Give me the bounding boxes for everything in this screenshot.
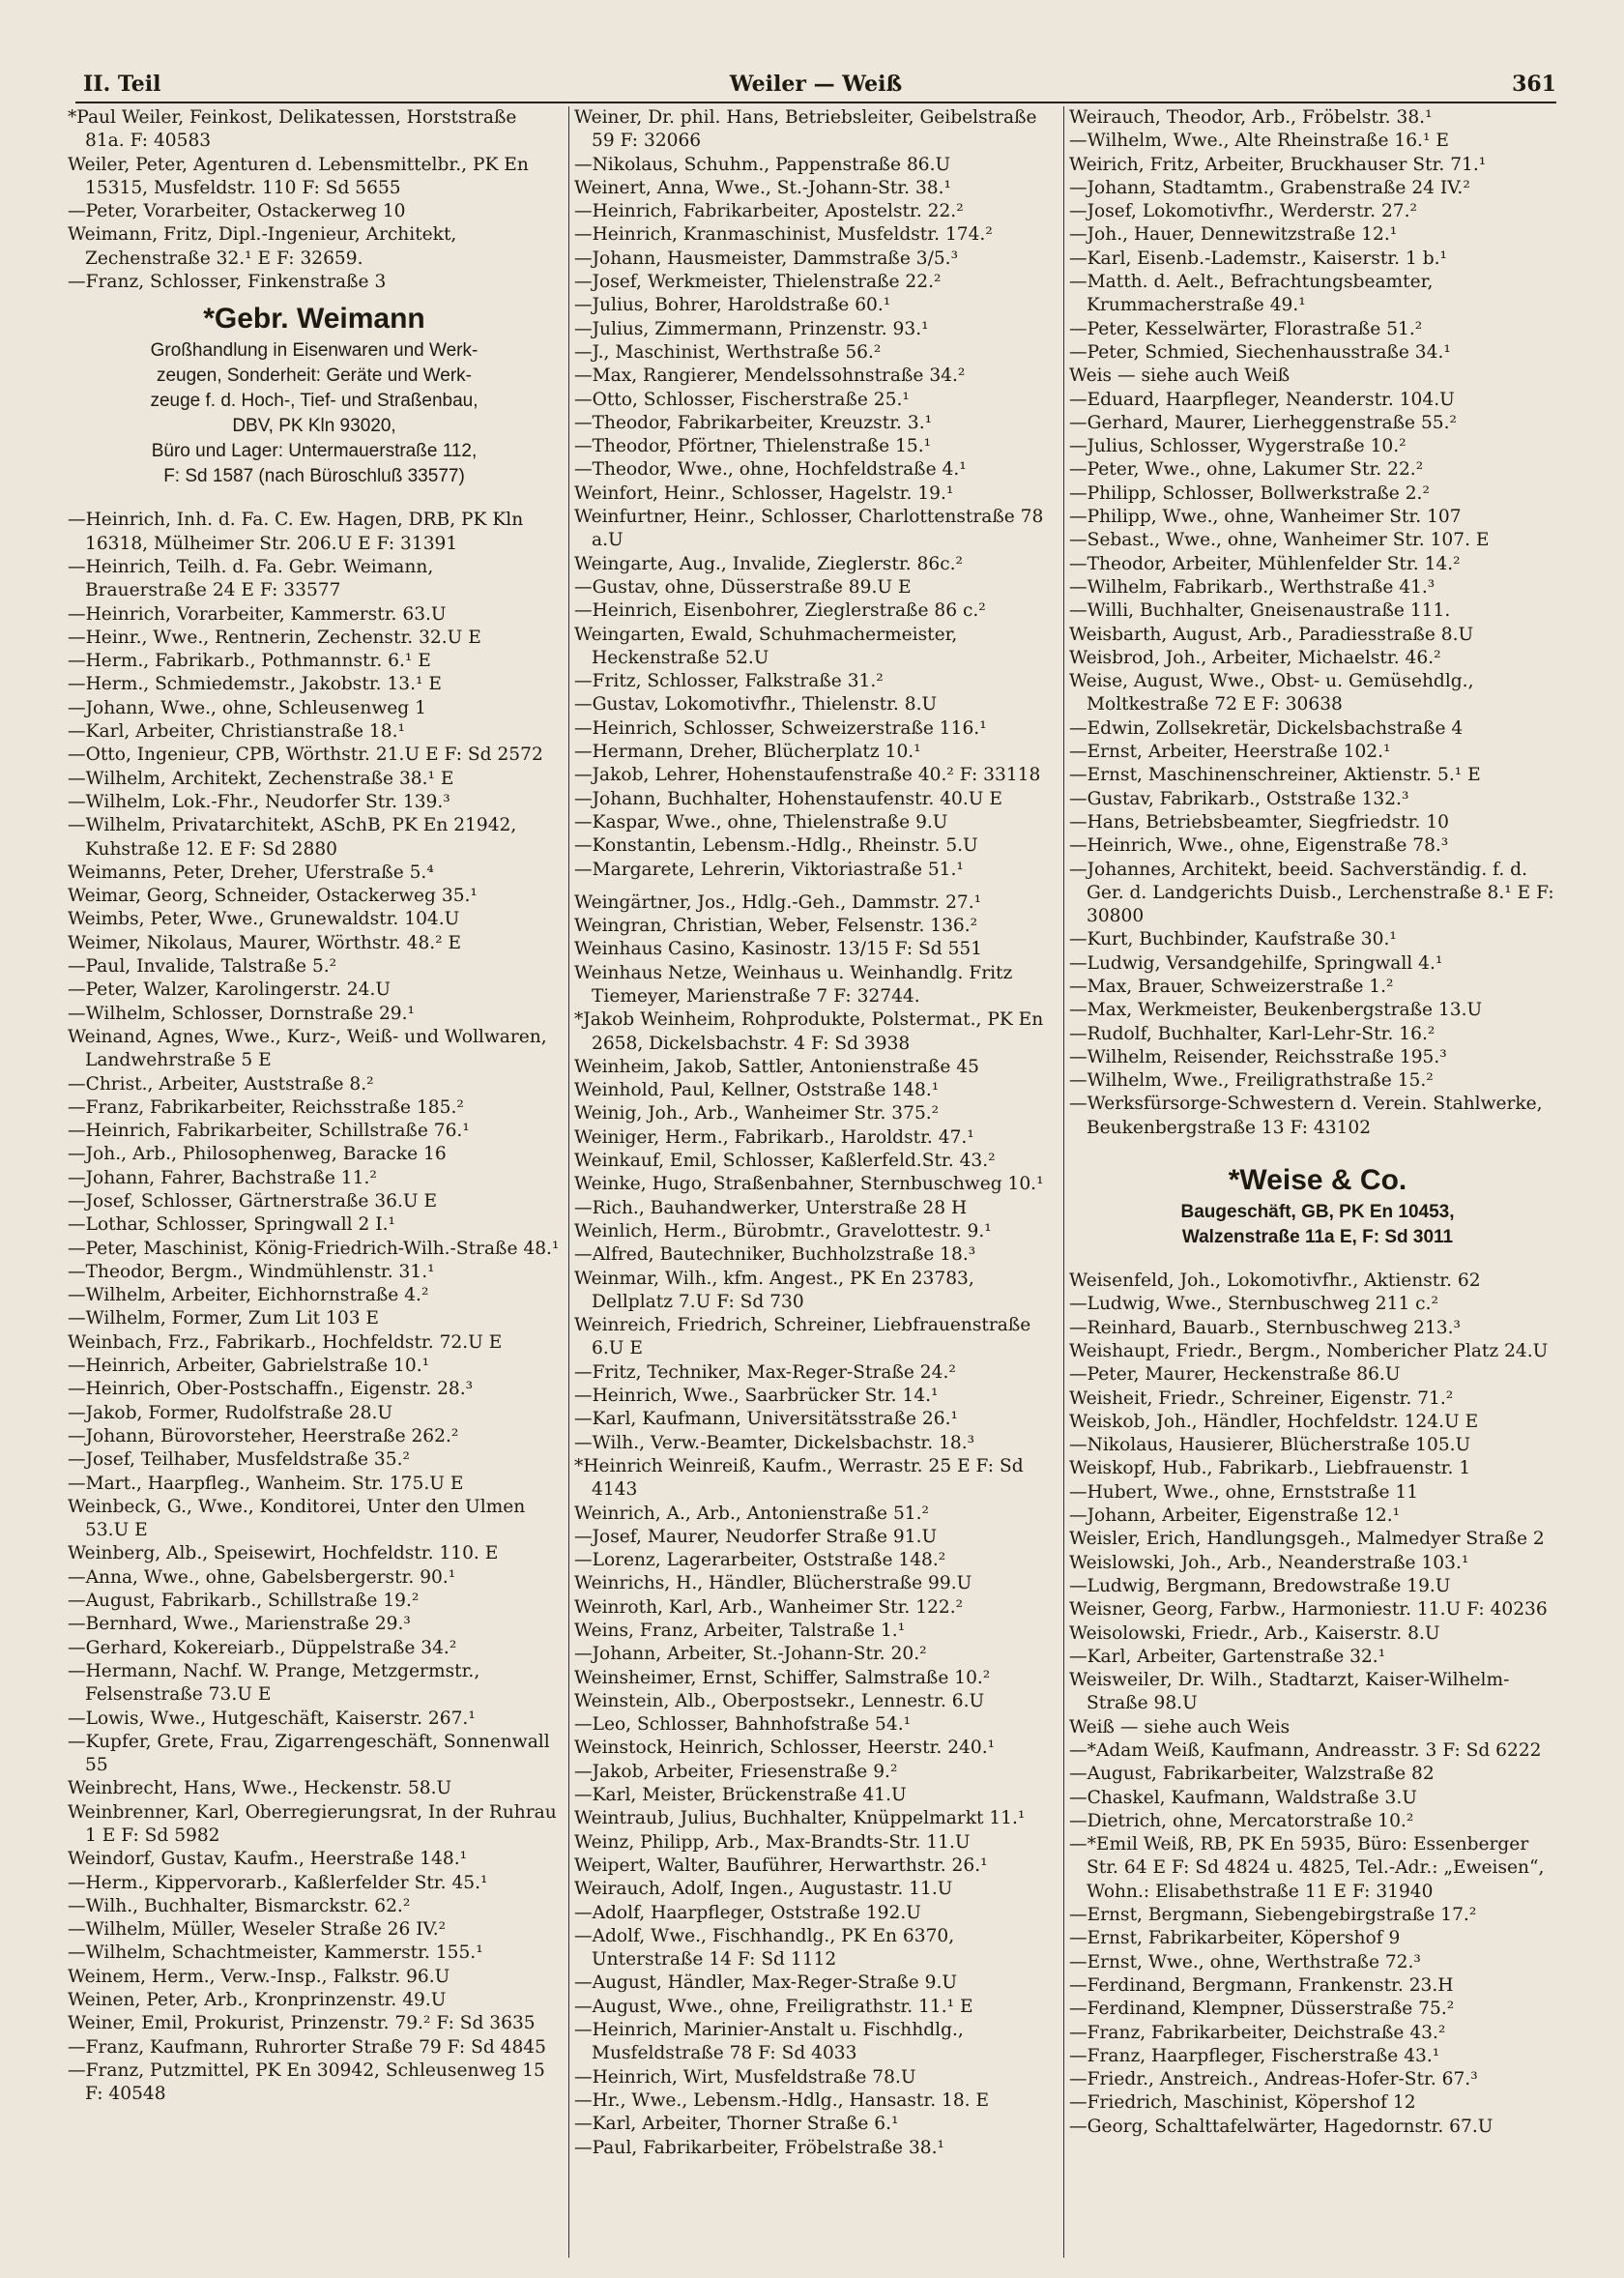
directory-entry: —Wilhelm, Schachtmeister, Kammerstr. 155.¹ <box>68 1942 483 1964</box>
directory-entry: —Nikolaus, Schuhm., Pappenstraße 86.U <box>574 154 951 175</box>
directory-entry: Weinert, Anna, Wwe., St.-Johann-Str. 38.¹ <box>574 177 951 198</box>
directory-entry: Weisweiler, Dr. Wilh., Stadtarzt, Kaiser-Wilhelm-Straße 98.U <box>1069 1670 1510 1714</box>
firm-name: *Gebr. Weimann <box>203 303 425 336</box>
directory-entry: —Heinrich, Marinier-Anstalt u. Fischhdlg., Musfeldstraße 78 F: Sd 4033 <box>574 2020 964 2064</box>
directory-entry: Weinbeck, G., Wwe., Konditorei, Unter den Ulmen 53.U E <box>68 1496 526 1541</box>
directory-entry: Weinke, Hugo, Straßenbahner, Sternbuschweg 10.¹ <box>574 1174 1044 1195</box>
directory-entry: —Heinrich, Inh. d. Fa. C. Ew. Hagen, DRB, PK Kln 16318, Mülheimer Str. 206.U E F: 31391 <box>68 510 524 554</box>
directory-entry: Weirich, Fritz, Arbeiter, Bruckhauser Str. 71.¹ <box>1069 154 1487 175</box>
directory-entry: —Johann, Hausmeister, Dammstraße 3/5.³ <box>574 248 959 269</box>
directory-entry: Weinhold, Paul, Kellner, Oststraße 148.¹ <box>574 1080 940 1101</box>
directory-entry: —Heinrich, Wwe., ohne, Eigenstraße 78.³ <box>1069 835 1449 857</box>
directory-entry: —Josef, Schlosser, Gärtnerstraße 36.U E <box>68 1190 438 1212</box>
directory-entry: Weirauch, Theodor, Arb., Fröbelstr. 38.¹ <box>1069 107 1433 128</box>
directory-entry: Weiskopf, Hub., Fabrikarb., Liebfrauenstr. 1 <box>1069 1458 1471 1479</box>
directory-entry: Weinbrecht, Hans, Wwe., Heckenstr. 58.U <box>68 1778 452 1799</box>
directory-entry: —Rudolf, Buchhalter, Karl-Lehr-Str. 16.² <box>1069 1023 1436 1044</box>
directory-entry: Weishaupt, Friedr., Bergm., Nombericher Platz 24.U <box>1069 1340 1549 1361</box>
directory-entry: —Ernst, Maschinenschreiner, Aktienstr. 5.¹ E <box>1069 765 1481 786</box>
directory-entry: —Christ., Arbeiter, Auststraße 8.² <box>68 1073 374 1095</box>
directory-entry: Weislowski, Joh., Arb., Neanderstraße 103.¹ <box>1069 1552 1469 1573</box>
directory-entry: —Johann, Stadtamtm., Grabenstraße 24 IV.² <box>1069 177 1470 198</box>
directory-entry: —Johann, Wwe., ohne, Schleusenweg 1 <box>68 697 426 718</box>
directory-entry: —Jakob, Lehrer, Hohenstaufenstraße 40.² F: 33118 <box>574 765 1041 786</box>
directory-entry: —Ludwig, Bergmann, Bredowstraße 19.U <box>1069 1575 1451 1596</box>
directory-entry: Weinheim, Jakob, Sattler, Antonienstraße 45 <box>574 1056 979 1077</box>
directory-entry: Weindorf, Gustav, Kaufm., Heerstraße 148.¹ <box>68 1849 468 1870</box>
directory-entry: —Herm., Kippervorarb., Kaßlerfelder Str. 45.¹ <box>68 1872 488 1893</box>
directory-entry: Weinstein, Alb., Oberpostsekr., Lennestr. 6.U <box>574 1690 985 1711</box>
directory-entry: —Peter, Maurer, Heckenstraße 86.U <box>1069 1364 1401 1386</box>
directory-entry: —Rich., Bauhandwerker, Unterstraße 28 H <box>574 1197 968 1218</box>
directory-entry: —Karl, Arbeiter, Thorner Straße 6.¹ <box>574 2114 899 2135</box>
directory-entry: Weisner, Georg, Farbw., Harmoniestr. 11.U F: 40236 <box>1069 1599 1548 1621</box>
directory-entry: —Max, Rangierer, Mendelssohnstraße 34.² <box>574 365 966 387</box>
directory-entry: Weinig, Joh., Arb., Wanheimer Str. 375.² <box>574 1103 940 1124</box>
directory-entry: Weingarte, Aug., Invalide, Zieglerstr. 86c.² <box>574 553 963 574</box>
directory-entry: —Paul, Fabrikarbeiter, Fröbelstraße 38.¹ <box>574 2137 944 2158</box>
directory-entry: Weinberg, Alb., Speisewirt, Hochfeldstr. 110. E <box>68 1543 499 1564</box>
directory-entry: —Heinrich, Vorarbeiter, Kammerstr. 63.U <box>68 603 447 625</box>
directory-entry: Weinz, Philipp, Arb., Max-Brandts-Str. 11.U <box>574 1831 971 1853</box>
directory-entry: Weingarten, Ewald, Schuhmachermeister, Heckenstraße 52.U <box>574 624 958 668</box>
directory-entry: —Konstantin, Lebensm.-Hdlg., Rheinstr. 5.U <box>574 835 978 857</box>
directory-entry: —Peter, Wwe., ohne, Lakumer Str. 22.² <box>1069 459 1424 481</box>
directory-entry: —Johann, Arbeiter, St.-Johann-Str. 20.² <box>574 1644 927 1665</box>
directory-entry: —Heinrich, Wirt, Musfeldstraße 78.U <box>574 2066 916 2088</box>
directory-entry: —Reinhard, Bauarb., Sternbuschweg 213.³ <box>1069 1317 1461 1338</box>
directory-entry: Weinsheimer, Ernst, Schiffer, Salmstraße 10.² <box>574 1667 991 1688</box>
directory-entry: —Matth. d. Aelt., Befrachtungsbeamter, Krummacherstraße 49.¹ <box>1069 272 1434 316</box>
page-number: 361 <box>1512 72 1556 97</box>
directory-entry: —Herm., Fabrikarb., Pothmannstr. 6.¹ E <box>68 651 431 672</box>
directory-entry: —Peter, Schmied, Siechenhausstraße 34.¹ <box>1069 341 1451 363</box>
directory-entry: —Josef, Lokomotivfhr., Werderstr. 27.² <box>1069 201 1417 222</box>
directory-entry: —Karl, Arbeiter, Gartenstraße 32.¹ <box>1069 1646 1386 1667</box>
firm-line: DBV, PK Kln 93020, <box>232 416 396 437</box>
directory-entry: —Ernst, Fabrikarbeiter, Köpershof 9 <box>1069 1928 1401 1949</box>
firm-line: Büro und Lager: Untermauerstraße 112, <box>151 441 478 462</box>
directory-entry: Weintraub, Julius, Buchhalter, Knüppelmarkt 11.¹ <box>574 1808 1026 1829</box>
directory-entry: —Julius, Zimmermann, Prinzenstr. 93.¹ <box>574 318 929 339</box>
directory-entry: —Theodor, Bergm., Windmühlenstr. 31.¹ <box>68 1261 435 1282</box>
directory-entry: Weinstock, Heinrich, Schlosser, Heerstr. 240.¹ <box>574 1738 996 1759</box>
directory-entry: —Karl, Kaufmann, Universitätsstraße 26.¹ <box>574 1409 958 1430</box>
directory-entry: Weinhaus Netze, Weinhaus u. Weinhandlg. Fritz Tiemeyer, Marienstraße 7 F: 32744. <box>574 962 1013 1007</box>
directory-entry: Weisolowski, Friedr., Arb., Kaiserstr. 8.U <box>1069 1622 1440 1644</box>
directory-entry: —Karl, Meister, Brückenstraße 41.U <box>574 1785 907 1806</box>
directory-entry: —Joh., Hauer, Dennewitzstraße 12.¹ <box>1069 224 1398 246</box>
directory-entry: —Werksfürsorge-Schwestern d. Verein. Stahlwerke, Beukenbergstraße 13 F: 43102 <box>1069 1094 1543 1138</box>
directory-entry: Weisbrod, Joh., Arbeiter, Michaelstr. 46.² <box>1069 647 1441 668</box>
directory-entry: —Wilhelm, Architekt, Zechenstraße 38.¹ E <box>68 768 454 789</box>
directory-entry: —Wilhelm, Wwe., Freiligrathstraße 15.² <box>1069 1070 1434 1092</box>
directory-entry: Weipert, Walter, Bauführer, Herwarthstr. 26.¹ <box>574 1855 988 1876</box>
directory-entry: —*Emil Weiß, RB, PK En 5935, Büro: Essenberger Str. 64 E F: Sd 4824 u. 4825, Tel.-Adr.: „Eweisen“, Wohn.: Elisabethstraße 11 E F: 31940 <box>1069 1834 1545 1902</box>
directory-entry: Weinhaus Casino, Kasinostr. 13/15 F: Sd 551 <box>574 939 983 960</box>
directory-entry: —Ludwig, Wwe., Sternbuschweg 211 c.² <box>1069 1294 1438 1315</box>
directory-entry: —Ferdinand, Klempner, Düsserstraße 75.² <box>1069 1999 1455 2020</box>
directory-entry: Weinfurtner, Heinr., Schlosser, Charlottenstraße 78 a.U <box>574 507 1044 551</box>
directory-entry: —Anna, Wwe., ohne, Gabelsbergerstr. 90.¹ <box>68 1566 456 1588</box>
directory-entry: —Franz, Schlosser, Finkenstraße 3 <box>68 272 387 293</box>
directory-entry: Weinroth, Karl, Arb., Wanheimer Str. 122.² <box>574 1596 964 1618</box>
directory-entry: —Max, Werkmeister, Beukenbergstraße 13.U <box>1069 1000 1483 1021</box>
directory-entry: —Gustav, ohne, Düsserstraße 89.U E <box>574 576 912 598</box>
directory-entry: Weinen, Peter, Arb., Kronprinzenstr. 49.U <box>68 1990 447 2011</box>
directory-entry: Weimanns, Peter, Dreher, Uferstraße 5.⁴ <box>68 862 434 883</box>
directory-entry: —Wilhelm, Arbeiter, Eichhornstraße 4.² <box>68 1285 429 1306</box>
directory-entry: —Sebast., Wwe., ohne, Wanheimer Str. 107. E <box>1069 530 1490 551</box>
firm-block-gebr-weimann <box>68 300 561 489</box>
directory-entry: —J., Maschinist, Werthstraße 56.² <box>574 341 882 363</box>
directory-entry: Weiner, Dr. phil. Hans, Betriebsleiter, Geibelstraße 59 F: 32066 <box>574 107 1037 152</box>
firm-line: zeuge f. d. Hoch-, Tief- und Straßenbau, <box>150 391 478 412</box>
directory-entry: —Karl, Arbeiter, Christianstraße 18.¹ <box>68 721 405 743</box>
directory-entry: —Theodor, Arbeiter, Mühlenfelder Str. 14.² <box>1069 553 1461 574</box>
directory-entry: —Theodor, Pförtner, Thielenstraße 15.¹ <box>574 436 932 457</box>
directory-entry: —Heinrich, Schlosser, Schweizerstraße 116.¹ <box>574 717 987 739</box>
directory-entry: —Adolf, Wwe., Fischhandlg., PK En 6370, Unterstraße 14 F: Sd 1112 <box>574 1925 955 1971</box>
directory-entry: Weinand, Agnes, Wwe., Kurz-, Weiß- und Wollwaren, Landwehrstraße 5 E <box>68 1026 547 1071</box>
directory-entry: —Johann, Fahrer, Bachstraße 11.² <box>68 1167 377 1188</box>
directory-entry: —August, Wwe., ohne, Freiligrathstr. 11.¹ E <box>574 1996 973 2017</box>
directory-entry: —Dietrich, ohne, Mercatorstraße 10.² <box>1069 1810 1414 1831</box>
directory-entry: —Peter, Walzer, Karolingerstr. 24.U <box>68 979 392 1001</box>
directory-entry: —Kaspar, Wwe., ohne, Thielenstraße 9.U <box>574 811 948 832</box>
directory-entry: —Wilhelm, Schlosser, Dornstraße 29.¹ <box>68 1003 415 1024</box>
directory-entry: —Johann, Buchhalter, Hohenstaufenstr. 40.U E <box>574 788 1002 809</box>
directory-entry: —Otto, Schlosser, Fischerstraße 25.¹ <box>574 389 910 410</box>
directory-entry: —Friedr., Anstreich., Andreas-Hofer-Str. 67.³ <box>1069 2069 1478 2090</box>
directory-entry: Weinem, Herm., Verw.-Insp., Falkstr. 96.U <box>68 1966 450 1987</box>
directory-entry: —Hans, Betriebsbeamter, Siegfriedstr. 10 <box>1069 811 1449 832</box>
column-1 <box>68 106 561 2258</box>
directory-entry: —Kurt, Buchbinder, Kaufstraße 30.¹ <box>1069 929 1397 950</box>
directory-entry: —Heinrich, Kranmaschinist, Musfeldstr. 174.² <box>574 224 993 246</box>
directory-entry: —Theodor, Fabrikarbeiter, Kreuzstr. 3.¹ <box>574 412 933 433</box>
directory-entry: Weiniger, Herm., Fabrikarb., Haroldstr. 47.¹ <box>574 1126 974 1148</box>
directory-entry: —Otto, Ingenieur, CPB, Wörthstr. 21.U E F: Sd 2572 <box>68 745 543 766</box>
directory-entry: —Hubert, Wwe., ohne, Ernststraße 11 <box>1069 1481 1419 1503</box>
directory-entry: Weimar, Georg, Schneider, Ostackerweg 35.¹ <box>68 886 478 907</box>
column-divider <box>1063 106 1064 2258</box>
directory-entry: —Johannes, Architekt, beeid. Sachverständig. f. d. Ger. d. Landgerichts Duisb., Lerchenstraße 8.¹ E F: 30800 <box>1069 859 1554 927</box>
firm-line: Baugeschäft, GB, PK En 10453, <box>1180 1202 1455 1223</box>
directory-entry: —Fritz, Schlosser, Falkstraße 31.² <box>574 671 884 692</box>
directory-entry: —Johann, Arbeiter, Eigenstraße 12.¹ <box>1069 1505 1401 1527</box>
directory-entry: —Heinrich, Fabrikarbeiter, Apostelstr. 22.² <box>574 201 964 222</box>
directory-entry: —Heinrich, Eisenbohrer, Zieglerstraße 86 c.² <box>574 600 986 622</box>
directory-entry: Weimbs, Peter, Wwe., Grunewaldstr. 104.U <box>68 909 460 930</box>
directory-entry: Weisenfeld, Joh., Lokomotivfhr., Aktienstr. 62 <box>1069 1270 1481 1292</box>
directory-entry: —Heinr., Wwe., Rentnerin, Zechenstr. 32.U E <box>68 627 481 648</box>
directory-entry: —Ludwig, Versandgehilfe, Springwall 4.¹ <box>1069 952 1443 974</box>
directory-entry: —Josef, Teilhaber, Musfeldstraße 35.² <box>68 1449 410 1471</box>
firm-name: *Weise & Co. <box>1228 1164 1407 1197</box>
directory-entry: —Heinrich, Arbeiter, Gabrielstraße 10.¹ <box>68 1356 430 1377</box>
directory-entry: Weinmar, Wilh., kfm. Angest., PK En 23783, Dellplatz 7.U F: Sd 730 <box>574 1268 974 1312</box>
directory-entry: Weingärtner, Jos., Hdlg.-Geh., Dammstr. 27.¹ <box>574 891 982 913</box>
directory-entry: —Mart., Haarpfleg., Wanheim. Str. 175.U E <box>68 1473 464 1494</box>
directory-entry: —Herm., Schmiedemstr., Jakobstr. 13.¹ E <box>68 674 442 695</box>
directory-entry: Weisbarth, August, Arb., Paradiesstraße 8.U <box>1069 624 1474 645</box>
firm-block-weise-co <box>1069 1161 1566 1250</box>
directory-entry: —Theodor, Wwe., ohne, Hochfeldstraße 4.¹ <box>574 459 967 481</box>
directory-entry: —August, Fabrikarbeiter, Walzstraße 82 <box>1069 1764 1435 1785</box>
directory-entry: Weis — siehe auch Weiß <box>1069 365 1290 387</box>
directory-entry: —Peter, Maschinist, König-Friedrich-Wilh.-Straße 48.¹ <box>68 1238 560 1259</box>
directory-entry: Weingran, Christian, Weber, Felsenstr. 136.² <box>574 916 978 937</box>
directory-entry: —Peter, Vorarbeiter, Ostackerweg 10 <box>68 201 406 222</box>
directory-entry: —Eduard, Haarpfleger, Neanderstr. 104.U <box>1069 389 1455 410</box>
directory-entry: Weinfort, Heinr., Schlosser, Hagelstr. 19.¹ <box>574 482 954 504</box>
directory-entry: —Ernst, Wwe., ohne, Werthstraße 72.³ <box>1069 1951 1421 1972</box>
directory-entry: —Wilhelm, Privatarchitekt, ASchB, PK En 21942, Kuhstraße 12. E F: Sd 2880 <box>68 815 517 860</box>
directory-entry: Weinlich, Herm., Bürobmtr., Gravelottestr. 9.¹ <box>574 1220 992 1241</box>
directory-entry: —Jakob, Former, Rudolfstraße 28.U <box>68 1402 393 1423</box>
directory-entry: —Georg, Schalttafelwärter, Hagedornstr. 67.U <box>1069 2116 1494 2137</box>
directory-entry: —Gustav, Fabrikarb., Oststraße 132.³ <box>1069 788 1409 809</box>
directory-entry: —Philipp, Schlosser, Bollwerkstraße 2.² <box>1069 482 1430 504</box>
directory-entry: —Edwin, Zollsekretär, Dickelsbachstraße 4 <box>1069 717 1464 739</box>
directory-entry: —Jakob, Arbeiter, Friesenstraße 9.² <box>574 1761 898 1782</box>
directory-entry: Weinreich, Friedrich, Schreiner, Liebfrauenstraße 6.U E <box>574 1315 1031 1359</box>
directory-entry: —Kupfer, Grete, Frau, Zigarrengeschäft, Sonnenwall 55 <box>68 1731 550 1776</box>
directory-entry: —Josef, Werkmeister, Thielenstraße 22.² <box>574 272 942 293</box>
directory-entry: —Joh., Arb., Philosophenweg, Baracke 16 <box>68 1144 447 1165</box>
directory-entry: Weinbrenner, Karl, Oberregierungsrat, In der Ruhrau 1 E F: Sd 5982 <box>68 1801 557 1846</box>
part-label: II. Teil <box>83 72 161 97</box>
directory-entry: —Alfred, Bautechniker, Buchholzstraße 18.³ <box>574 1244 976 1266</box>
directory-entry: —Wilhelm, Fabrikarb., Werthstraße 41.³ <box>1069 576 1436 598</box>
directory-entry: Weisler, Erich, Handlungsgeh., Malmedyer Straße 2 <box>1069 1529 1545 1550</box>
directory-entry: —Heinrich, Ober-Postschaffn., Eigenstr. 28.³ <box>68 1379 474 1400</box>
column-2 <box>574 106 1058 2258</box>
directory-entry: —Paul, Invalide, Talstraße 5.² <box>68 956 337 978</box>
directory-entry: —Ernst, Bergmann, Siebengebirgstraße 17.² <box>1069 1905 1477 1926</box>
directory-entry: —*Adam Weiß, Kaufmann, Andreasstr. 3 F: Sd 6222 <box>1069 1740 1542 1761</box>
directory-entry: —Julius, Schlosser, Wygerstraße 10.² <box>1069 436 1406 457</box>
firm-line: Großhandlung in Eisenwaren und Werk- <box>150 340 478 362</box>
directory-entry: Weisheit, Friedr., Schreiner, Eigenstr. 71.² <box>1069 1387 1454 1409</box>
directory-entry: Weimer, Nikolaus, Maurer, Wörthstr. 48.² E <box>68 932 462 953</box>
directory-entry: —Nikolaus, Hausierer, Blücherstraße 105.U <box>1069 1435 1471 1456</box>
directory-entry: —Gerhard, Maurer, Lierheggenstraße 55.² <box>1069 412 1457 433</box>
directory-entry: —Wilh., Verw.-Beamter, Dickelsbachstr. 18.³ <box>574 1432 975 1453</box>
directory-entry: —Heinrich, Teilh. d. Fa. Gebr. Weimann, Brauerstraße 24 E F: 33577 <box>68 556 434 601</box>
directory-entry: —Peter, Kesselwärter, Florastraße 51.² <box>1069 318 1423 339</box>
directory-entry: —Leo, Schlosser, Bahnhofstraße 54.¹ <box>574 1714 912 1736</box>
directory-entry: —Lothar, Schlosser, Springwall 2 I.¹ <box>68 1214 395 1236</box>
directory-entry: —Heinrich, Wwe., Saarbrücker Str. 14.¹ <box>574 1386 939 1407</box>
directory-entry: —Margarete, Lehrerin, Viktoriastraße 51.¹ <box>574 859 964 880</box>
column-divider <box>568 106 569 2258</box>
firm-line: Walzenstraße 11a E, F: Sd 3011 <box>1181 1227 1454 1248</box>
directory-entry: —Johann, Bürovorsteher, Heerstraße 262.² <box>68 1425 459 1446</box>
directory-entry: Weiskob, Joh., Händler, Hochfeldstr. 124.U E <box>1069 1411 1479 1432</box>
directory-entry: —Franz, Kaufmann, Ruhrorter Straße 79 F: Sd 4845 <box>68 2036 546 2058</box>
directory-entry: *Paul Weiler, Feinkost, Delikatessen, Horststraße 81a. F: 40583 <box>68 107 517 152</box>
directory-entry: —Franz, Putzmittel, PK En 30942, Schleusenweg 15 F: 40548 <box>68 2059 545 2105</box>
page-header <box>75 68 1556 101</box>
directory-entry: —Fritz, Techniker, Max-Reger-Straße 24.² <box>574 1361 956 1383</box>
directory-entry: Weinrich, A., Arb., Antonienstraße 51.² <box>574 1503 929 1524</box>
directory-entry: —Chaskel, Kaufmann, Waldstraße 3.U <box>1069 1787 1417 1808</box>
directory-entry: *Heinrich Weinreiß, Kaufm., Werrastr. 25 E F: Sd 4143 <box>574 1455 1024 1501</box>
directory-entry: —Hr., Wwe., Lebensm.-Hdlg., Hansastr. 18. E <box>574 2089 990 2111</box>
directory-entry: —Gustav, Lokomotivfhr., Thielenstr. 8.U <box>574 694 938 716</box>
directory-entry: —Hermann, Nachf. W. Prange, Metzgermstr., Felsenstraße 73.U E <box>68 1660 480 1706</box>
directory-entry: —Wilh., Buchhalter, Bismarckstr. 62.² <box>68 1895 411 1916</box>
firm-line: zeugen, Sonderheit: Geräte und Werk- <box>156 365 472 387</box>
directory-entry: —August, Händler, Max-Reger-Straße 9.U <box>574 1972 958 1994</box>
header-rule <box>75 102 1556 103</box>
directory-entry: —Philipp, Wwe., ohne, Wanheimer Str. 107 <box>1069 507 1462 528</box>
directory-entry: —Willi, Buchhalter, Gneisenaustraße 111. <box>1069 600 1451 622</box>
firm-line: F: Sd 1587 (nach Büroschluß 33577) <box>163 466 465 487</box>
directory-entry: —Wilhelm, Wwe., Alte Rheinstraße 16.¹ E <box>1069 131 1449 152</box>
directory-entry: —Franz, Haarpfleger, Fischerstraße 43.¹ <box>1069 2045 1440 2066</box>
directory-entry: Weimann, Fritz, Dipl.-Ingenieur, Architekt, Zechenstraße 32.¹ E F: 32659. <box>68 224 457 269</box>
directory-entry: —Ferdinand, Bergmann, Frankenstr. 23.H <box>1069 1974 1454 1996</box>
directory-entry: —August, Fabrikarb., Schillstraße 19.² <box>68 1591 420 1612</box>
directory-entry: Weirauch, Adolf, Ingen., Augustastr. 11.U <box>574 1879 953 1900</box>
directory-entry: Weiß — siehe auch Weis <box>1069 1716 1290 1738</box>
directory-entry: —Hermann, Dreher, Blücherplatz 10.¹ <box>574 742 921 763</box>
directory-entry: Weinbach, Frz., Fabrikarb., Hochfeldstr. 72.U E <box>68 1331 503 1353</box>
directory-entry: —Lowis, Wwe., Hutgeschäft, Kaiserstr. 267.¹ <box>68 1708 476 1729</box>
directory-entry: —Lorenz, Lagerarbeiter, Oststraße 148.² <box>574 1550 946 1571</box>
directory-entry: —Heinrich, Fabrikarbeiter, Schillstraße 76.¹ <box>68 1121 470 1142</box>
directory-entry: Weiner, Emil, Prokurist, Prinzenstr. 79.² F: Sd 3635 <box>68 2013 536 2034</box>
directory-entry: —Ernst, Arbeiter, Heerstraße 102.¹ <box>1069 742 1391 763</box>
directory-entry: Weins, Franz, Arbeiter, Talstraße 1.¹ <box>574 1621 906 1641</box>
directory-entry: Weise, August, Wwe., Obst- u. Gemüsehdlg., Moltkestraße 72 E F: 30638 <box>1069 671 1474 716</box>
directory-entry: —Wilhelm, Müller, Weseler Straße 26 IV.² <box>68 1919 447 1941</box>
directory-entry: —Adolf, Haarpfleger, Oststraße 192.U <box>574 1902 921 1923</box>
directory-entry: —Bernhard, Wwe., Marienstraße 29.³ <box>68 1614 411 1635</box>
running-title: Weiler — Weiß <box>729 72 903 97</box>
directory-entry: Weinrichs, H., Händler, Blücherstraße 99.U <box>574 1573 972 1594</box>
directory-entry: —Franz, Fabrikarbeiter, Reichsstraße 185.² <box>68 1096 464 1118</box>
directory-entry: —Wilhelm, Former, Zum Lit 103 E <box>68 1308 380 1329</box>
directory-entry: —Gerhard, Kokereiarb., Düppelstraße 34.² <box>68 1637 457 1658</box>
directory-entry: —Franz, Fabrikarbeiter, Deichstraße 43.² <box>1069 2022 1446 2043</box>
directory-entry: —Max, Brauer, Schweizerstraße 1.² <box>1069 976 1394 997</box>
directory-entry: —Julius, Bohrer, Haroldstraße 60.¹ <box>574 295 891 316</box>
directory-entry: —Friedrich, Maschinist, Köpershof 12 <box>1069 2092 1416 2114</box>
directory-entry: *Jakob Weinheim, Rohprodukte, Polstermat., PK En 2658, Dickelsbachstr. 4 F: Sd 3938 <box>574 1009 1044 1054</box>
directory-entry: —Karl, Eisenb.-Lademstr., Kaiserstr. 1 b.¹ <box>1069 248 1447 269</box>
directory-entry: —Wilhelm, Lok.-Fhr., Neudorfer Str. 139.³ <box>68 791 450 812</box>
directory-entry: Weinkauf, Emil, Schlosser, Kaßlerfeld.Str. 43.² <box>574 1151 996 1172</box>
column-3 <box>1069 106 1566 2258</box>
directory-entry: Weiler, Peter, Agenturen d. Lebensmittelbr., PK En 15315, Musfeldstr. 110 F: Sd 5655 <box>68 154 529 198</box>
directory-entry: —Wilhelm, Reisender, Reichsstraße 195.³ <box>1069 1046 1447 1067</box>
directory-entry: —Josef, Maurer, Neudorfer Straße 91.U <box>574 1526 938 1547</box>
